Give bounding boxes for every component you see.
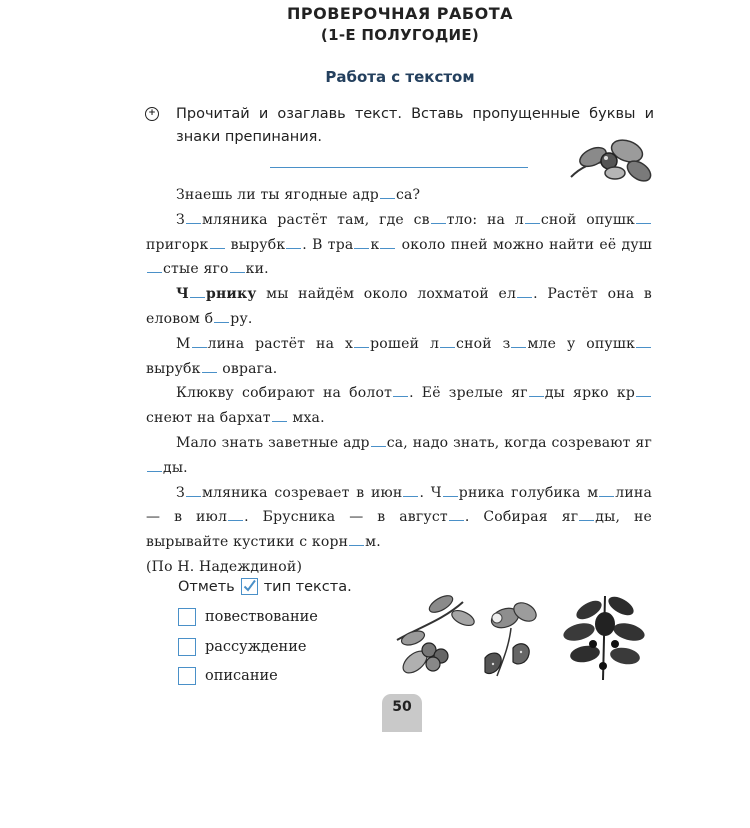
question-text-after: тип текста. (263, 578, 352, 595)
letter-gap[interactable] (354, 236, 369, 249)
passage-paragraph: Знаешь ли ты ягодные адр са? (176, 187, 421, 203)
letter-gap[interactable] (192, 335, 207, 348)
letter-gap[interactable] (286, 236, 301, 249)
passage-paragraph: Мало знать заветные адр са, надо знать, когда созревают ягды. (146, 431, 652, 481)
letter-gap[interactable] (272, 410, 287, 423)
letter-gap[interactable] (190, 286, 205, 299)
checkmark-icon (241, 578, 258, 595)
question-prompt (178, 578, 352, 595)
letter-gap[interactable] (440, 335, 455, 348)
task-marker-icon: + (145, 107, 159, 121)
letter-gap[interactable] (371, 434, 386, 447)
option-checkbox[interactable] (178, 638, 196, 656)
source-attribution: (По Н. Надеждиной) (146, 558, 303, 575)
section-heading: Работа с текстом (325, 68, 475, 86)
task-instruction: Прочитай и озаглавь текст. Вставь пропущенные буквы и знаки препинания. (176, 106, 654, 145)
option-checkbox[interactable] (178, 608, 196, 626)
option-description[interactable] (178, 667, 278, 685)
letter-gap[interactable] (230, 261, 245, 274)
option-label: повествование (205, 609, 318, 625)
letter-gap[interactable] (599, 484, 614, 497)
passage-paragraph: З мляника растёт там, где св тло: на л сной опушк пригорк вырубк . В тра к около пней можно найти её душстые яго ки. (146, 211, 652, 278)
letter-gap[interactable] (202, 360, 217, 373)
option-reasoning[interactable] (178, 638, 306, 656)
letter-gap[interactable] (449, 509, 464, 522)
option-narration[interactable] (178, 608, 318, 626)
letter-gap[interactable] (354, 335, 369, 348)
passage-paragraph: М лина растёт на х рошей л сной з мле у опушк вырубк оврага. (146, 332, 652, 382)
letter-gap[interactable] (443, 484, 458, 497)
option-checkbox[interactable] (178, 667, 196, 685)
letter-gap[interactable] (380, 236, 395, 249)
letter-gap[interactable] (228, 509, 243, 522)
berry-leaf-illustration-icon (565, 133, 665, 187)
letter-gap[interactable] (393, 385, 408, 398)
question-text-before: Отметь (178, 578, 235, 595)
passage-paragraph: Ч рнику мы найдём около лохматой ел . Растёт она в еловом б ру. (146, 286, 652, 327)
page-number: 50 (382, 694, 422, 732)
letter-gap[interactable] (511, 335, 526, 348)
berries-illustration-icon (393, 588, 658, 684)
letter-gap[interactable] (186, 211, 201, 224)
letter-gap[interactable] (214, 310, 229, 323)
letter-gap[interactable] (403, 484, 418, 497)
letter-gap[interactable] (579, 509, 594, 522)
letter-gap[interactable] (636, 211, 651, 224)
letter-gap[interactable] (636, 385, 651, 398)
letter-gap[interactable] (529, 385, 544, 398)
letter-gap[interactable] (517, 286, 532, 299)
title-answer-line[interactable] (270, 167, 528, 168)
letter-gap[interactable] (210, 236, 225, 249)
page-title: ПРОВЕРОЧНАЯ РАБОТА (287, 4, 513, 23)
option-label: описание (205, 668, 278, 684)
letter-gap[interactable] (431, 211, 446, 224)
letter-gap[interactable] (636, 335, 651, 348)
letter-gap[interactable] (147, 459, 162, 472)
passage-paragraph: З мляника созревает в июн . Ч рника голубика м лина — в июл . Брусника — в август . Собирая яг ды, не вырывайте кустики с корн м. (146, 484, 652, 551)
letter-gap[interactable] (380, 186, 395, 199)
option-label: рассуждение (205, 639, 307, 655)
page-subtitle: (1-Е ПОЛУГОДИЕ) (320, 26, 480, 44)
letter-gap[interactable] (525, 211, 540, 224)
letter-gap[interactable] (349, 534, 364, 547)
passage-text (146, 183, 652, 580)
letter-gap[interactable] (186, 484, 201, 497)
letter-gap[interactable] (147, 261, 162, 274)
passage-paragraph: Клюкву собирают на болот . Её зрелые яг ды ярко крснеют на бархат мха. (146, 381, 652, 431)
